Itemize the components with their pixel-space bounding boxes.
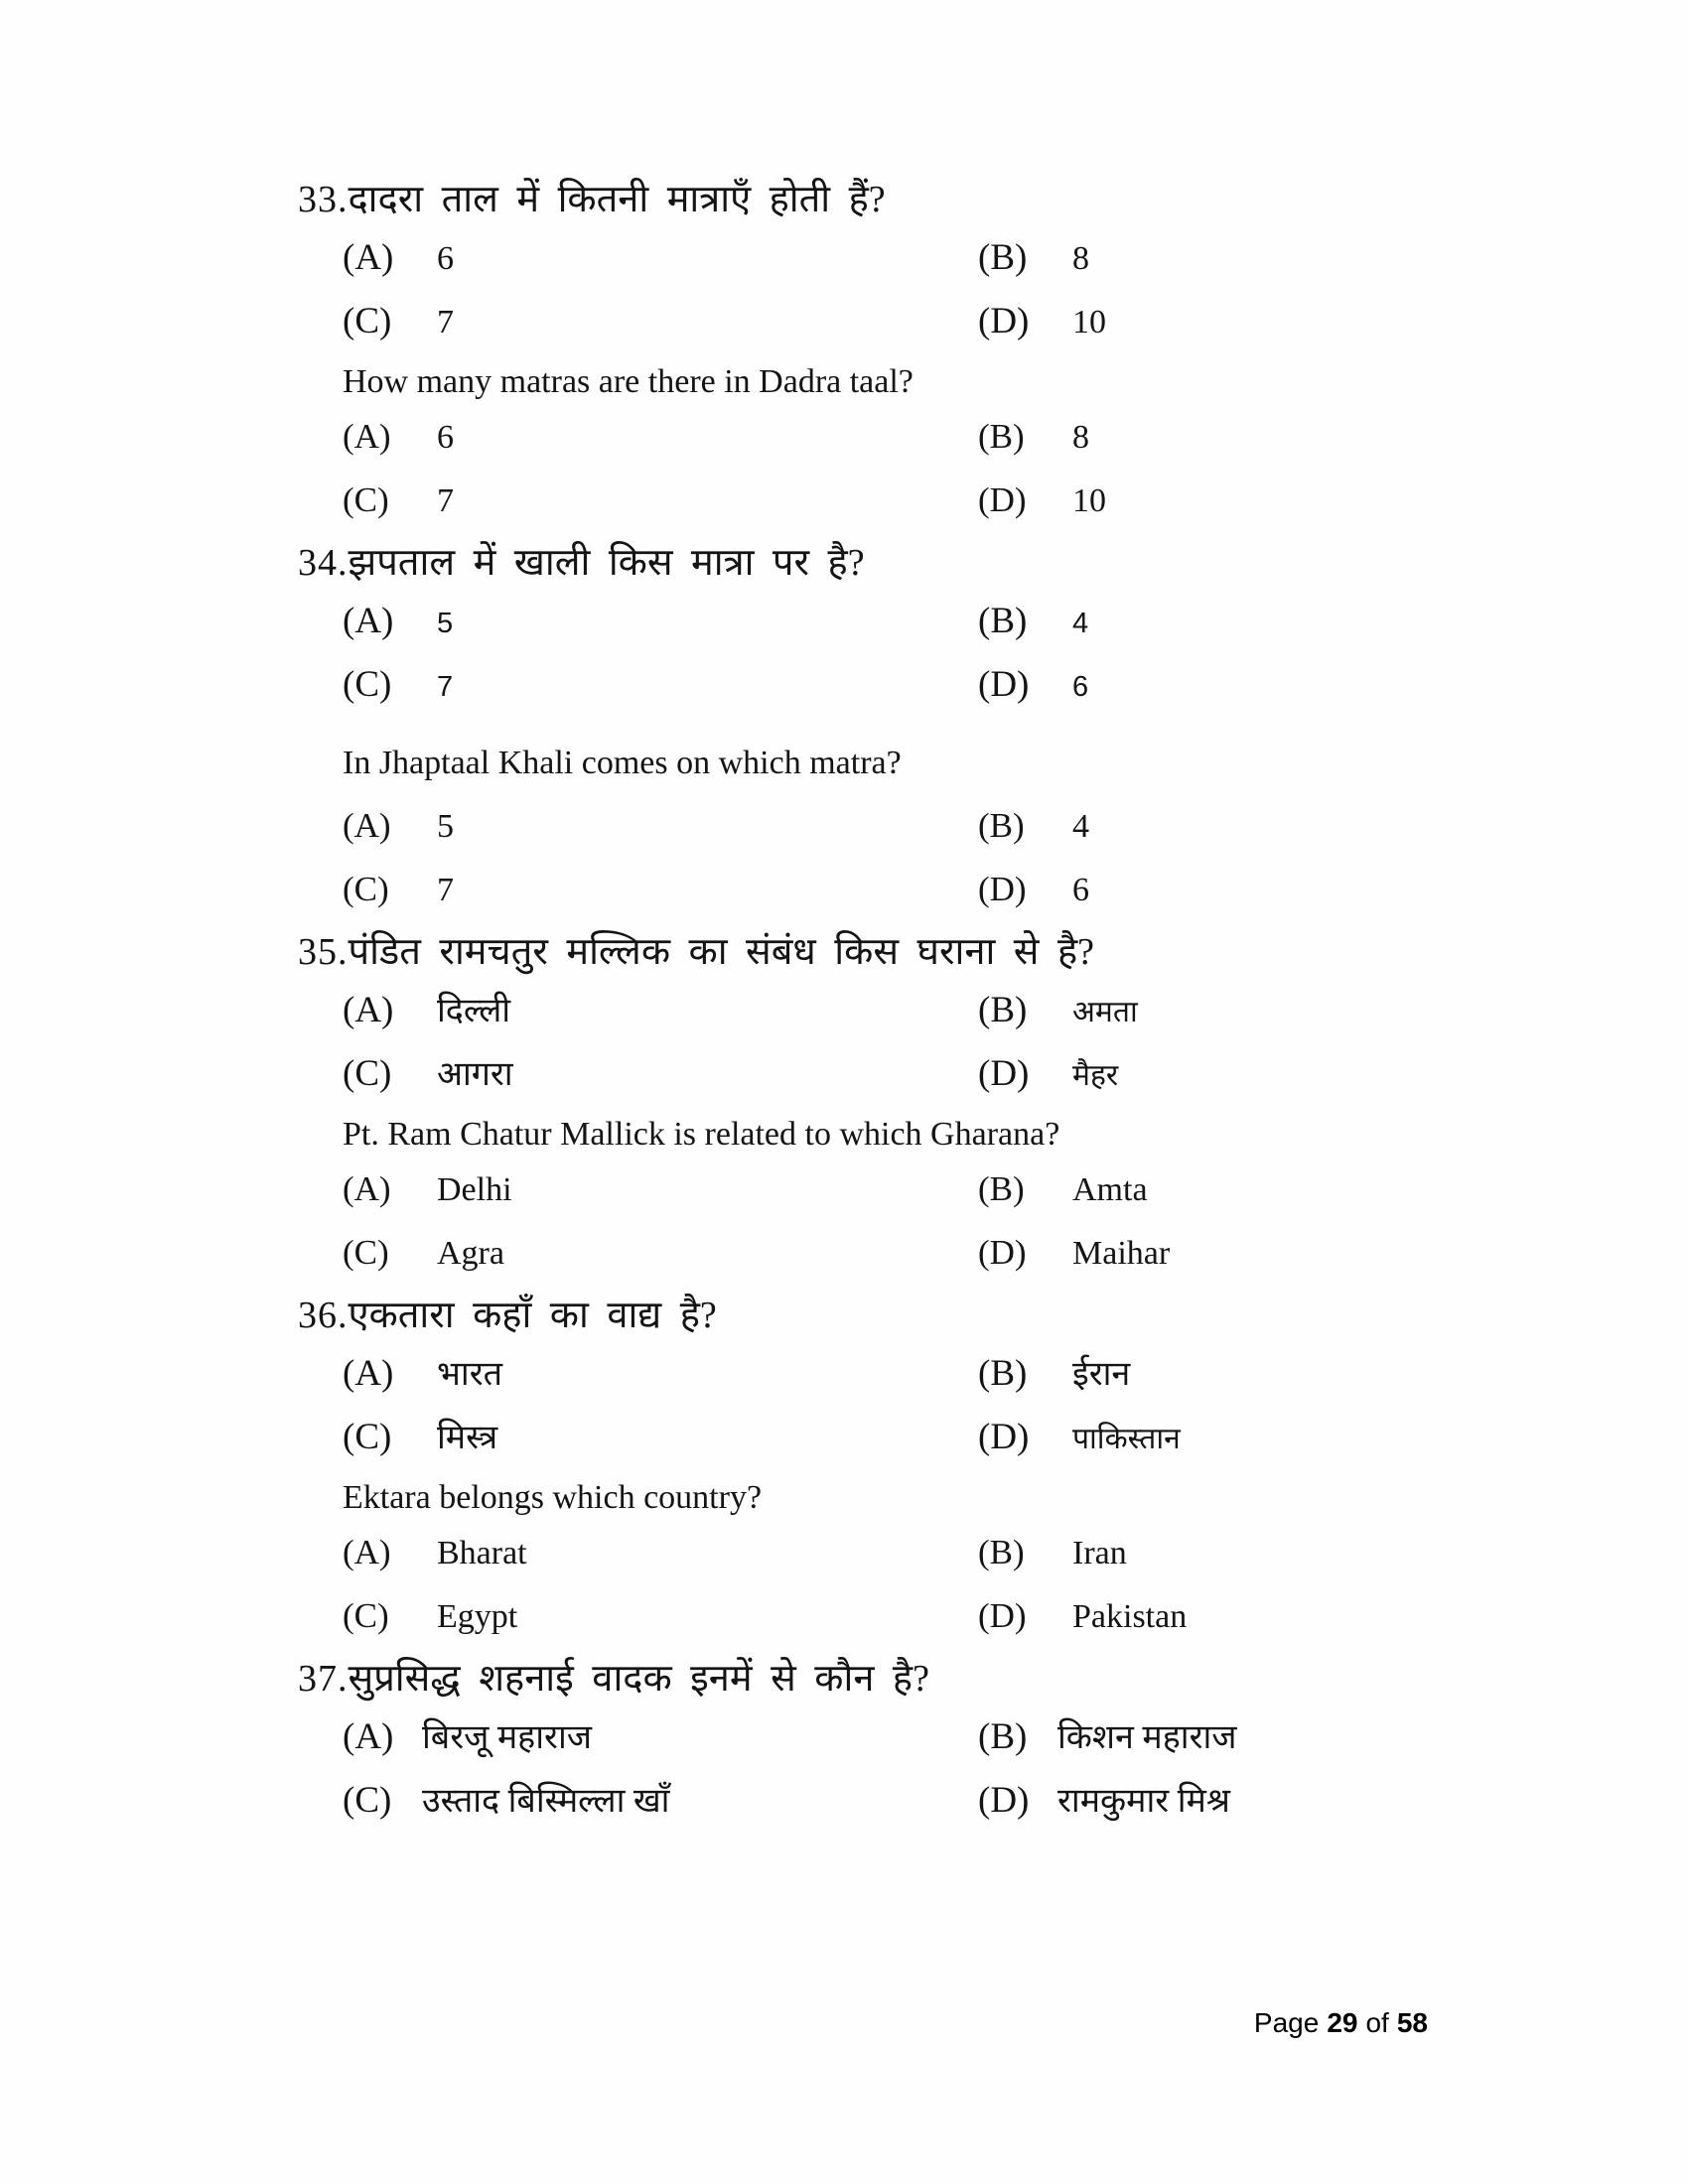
- options-hindi: [343, 1353, 1470, 1458]
- option-label: (C): [343, 1233, 389, 1272]
- option-value: Agra: [437, 1235, 504, 1272]
- option-value: 7: [437, 671, 454, 703]
- question-number: 36.: [298, 1295, 349, 1336]
- option-label: (D): [978, 301, 1030, 341]
- question-number: 34.: [298, 542, 349, 584]
- option-label: (A): [343, 1716, 394, 1757]
- option-a: [343, 1716, 978, 1758]
- option-b: [978, 1353, 1470, 1395]
- question-37: [298, 1655, 1470, 1822]
- option-b: [978, 601, 1470, 642]
- option-a: [343, 1168, 978, 1210]
- question-number: 35.: [298, 931, 349, 973]
- option-label: (D): [978, 1417, 1030, 1457]
- option-value: पाकिस्तान: [1072, 1423, 1181, 1455]
- option-value: उस्ताद बिस्मिल्ला खाँ: [422, 1783, 670, 1820]
- question-text-hindi: दादरा ताल में कितनी मात्राएँ होती हैं?: [348, 179, 886, 220]
- option-label: (C): [343, 480, 389, 519]
- question-text-english: Ektara belongs which country?: [343, 1479, 763, 1516]
- questions-area: [298, 164, 1470, 1840]
- option-a: [343, 805, 978, 847]
- option-c: [343, 479, 978, 521]
- option-value: 4: [1072, 608, 1089, 639]
- option-label: (B): [978, 1169, 1025, 1208]
- option-label: (C): [343, 301, 392, 341]
- option-label: (A): [343, 1169, 391, 1208]
- option-b: [978, 1716, 1470, 1758]
- option-d: [978, 1780, 1470, 1822]
- option-value: 6: [1072, 671, 1089, 703]
- option-label: (A): [343, 417, 391, 456]
- question-text-hindi: पंडित रामचतुर मल्लिक का संबंध किस घराना से है?: [348, 931, 1095, 973]
- option-label: (D): [978, 1233, 1027, 1272]
- option-b: [978, 416, 1470, 458]
- option-c: [343, 1417, 978, 1458]
- option-label: (A): [343, 1353, 394, 1394]
- option-a: [343, 237, 978, 279]
- option-value: अमता: [1072, 996, 1138, 1028]
- footer-total-pages: 58: [1396, 2007, 1428, 2038]
- option-value: किशन महाराज: [1057, 1719, 1237, 1756]
- option-value: 10: [1072, 304, 1106, 341]
- option-label: (D): [978, 480, 1027, 519]
- option-value: Pakistan: [1072, 1598, 1188, 1635]
- option-value: Iran: [1072, 1535, 1127, 1571]
- option-c: [343, 1053, 978, 1095]
- option-value: रामकुमार मिश्र: [1057, 1783, 1230, 1820]
- question-text-hindi: झपताल में खाली किस मात्रा पर है?: [348, 542, 865, 584]
- option-value: 7: [437, 304, 454, 341]
- question-line-hindi: [298, 1292, 1470, 1339]
- question-33: [298, 176, 1470, 521]
- option-c: [343, 1780, 978, 1822]
- option-a: [343, 416, 978, 458]
- options-english: [343, 805, 1470, 910]
- question-34: [298, 539, 1470, 910]
- option-label: (D): [978, 1053, 1030, 1094]
- option-d: [978, 1053, 1470, 1095]
- option-d: [978, 1417, 1470, 1458]
- option-label: (B): [978, 1716, 1028, 1757]
- option-label: (A): [343, 990, 394, 1030]
- option-d: [978, 479, 1470, 521]
- footer-page-label: Page: [1253, 2007, 1320, 2038]
- option-label: (A): [343, 1533, 391, 1571]
- question-number: 33.: [298, 179, 349, 220]
- options-hindi: [343, 1716, 1470, 1822]
- option-value: 5: [437, 808, 454, 845]
- options-hindi: [343, 990, 1470, 1095]
- option-label: (A): [343, 601, 394, 641]
- option-a: [343, 990, 978, 1031]
- options-english: [343, 1532, 1470, 1637]
- options-english: [343, 1168, 1470, 1274]
- option-value: 8: [1072, 419, 1089, 456]
- option-b: [978, 1168, 1470, 1210]
- option-value: Delhi: [437, 1171, 512, 1208]
- option-a: [343, 601, 978, 642]
- option-value: Amta: [1072, 1171, 1148, 1208]
- option-c: [343, 664, 978, 706]
- option-d: [978, 664, 1470, 706]
- options-hindi: [343, 601, 1470, 706]
- option-label: (D): [978, 1780, 1030, 1821]
- option-c: [343, 301, 978, 342]
- question-line-hindi: [298, 539, 1470, 587]
- option-label: (C): [343, 1417, 392, 1457]
- option-value: Maihar: [1072, 1235, 1171, 1272]
- option-label: (A): [343, 806, 391, 845]
- option-label: (B): [978, 806, 1025, 845]
- question-text-english: Pt. Ram Chatur Mallick is related to which Gharana?: [343, 1116, 1060, 1153]
- option-value: आगरा: [437, 1056, 513, 1093]
- option-c: [343, 1232, 978, 1274]
- option-d: [978, 869, 1470, 910]
- option-value: Bharat: [437, 1535, 527, 1571]
- question-text-english: In Jhaptaal Khali comes on which matra?: [343, 745, 902, 781]
- question-line-hindi: [298, 176, 1470, 223]
- option-value: 10: [1072, 482, 1106, 519]
- option-value: 7: [437, 482, 454, 519]
- option-label: (B): [978, 601, 1028, 641]
- option-value: मिस्त्र: [437, 1420, 498, 1456]
- option-b: [978, 1532, 1470, 1573]
- page-footer: [1254, 2007, 1428, 2039]
- option-value: 5: [437, 608, 454, 639]
- option-c: [343, 1595, 978, 1637]
- question-36: [298, 1292, 1470, 1637]
- option-label: (C): [343, 1053, 392, 1094]
- option-value: 6: [1072, 872, 1089, 908]
- option-b: [978, 237, 1470, 279]
- option-d: [978, 1595, 1470, 1637]
- question-text-hindi: एकतारा कहाँ का वाद्य है?: [348, 1295, 717, 1336]
- option-value: मैहर: [1072, 1059, 1119, 1092]
- option-a: [343, 1532, 978, 1573]
- option-value: 6: [437, 419, 454, 456]
- question-text-hindi: सुप्रसिद्ध शहनाई वादक इनमें से कौन है?: [348, 1658, 929, 1700]
- option-d: [978, 1232, 1470, 1274]
- option-value: Egypt: [437, 1598, 518, 1635]
- option-value: ईरान: [1072, 1356, 1131, 1393]
- option-value: 6: [437, 240, 454, 277]
- option-label: (D): [978, 870, 1027, 908]
- question-35: [298, 928, 1470, 1274]
- option-value: 7: [437, 872, 454, 908]
- option-label: (B): [978, 990, 1028, 1030]
- option-label: (C): [343, 1596, 389, 1635]
- option-label: (C): [343, 870, 389, 908]
- option-value: बिरजू महाराज: [422, 1719, 592, 1756]
- question-line-hindi: [298, 928, 1470, 976]
- footer-current-page: 29: [1327, 2007, 1358, 2038]
- question-text-english: How many matras are there in Dadra taal?: [343, 363, 914, 400]
- option-label: (B): [978, 417, 1025, 456]
- option-b: [978, 990, 1470, 1031]
- option-label: (C): [343, 1780, 392, 1821]
- option-b: [978, 805, 1470, 847]
- option-label: (D): [978, 1596, 1027, 1635]
- option-label: (A): [343, 237, 394, 278]
- question-line-hindi: [298, 1655, 1470, 1703]
- option-d: [978, 301, 1470, 342]
- option-label: (D): [978, 664, 1030, 705]
- option-value: 8: [1072, 240, 1089, 277]
- option-label: (C): [343, 664, 392, 705]
- option-value: दिल्ली: [437, 993, 511, 1029]
- option-a: [343, 1353, 978, 1395]
- options-english: [343, 416, 1470, 521]
- option-value: भारत: [437, 1356, 502, 1393]
- option-label: (B): [978, 237, 1028, 278]
- option-c: [343, 869, 978, 910]
- option-value: 4: [1072, 808, 1089, 845]
- question-number: 37.: [298, 1658, 349, 1700]
- option-label: (B): [978, 1533, 1025, 1571]
- footer-of-label: of: [1365, 2007, 1389, 2038]
- option-label: (B): [978, 1353, 1028, 1394]
- options-hindi: [343, 237, 1470, 342]
